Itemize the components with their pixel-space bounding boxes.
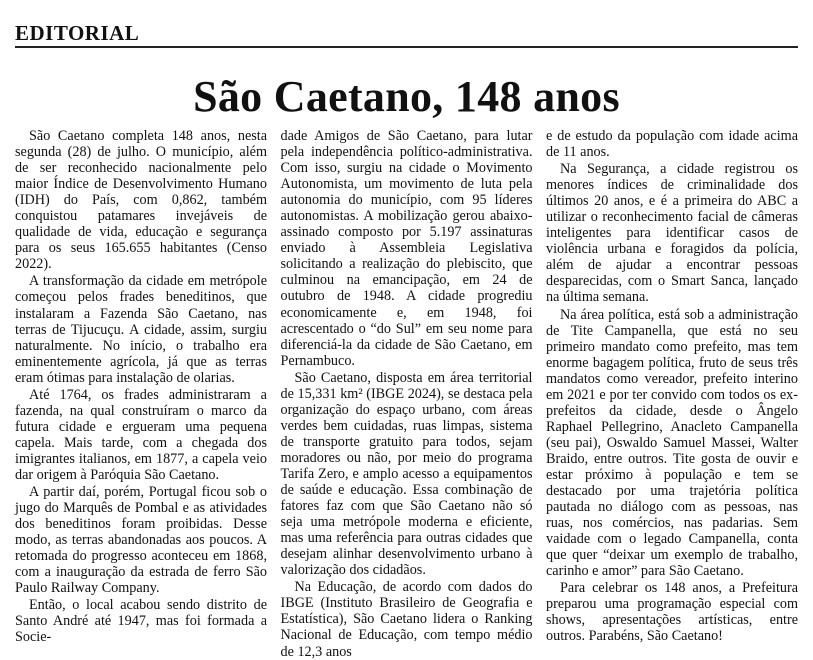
column-1: [15, 128, 267, 646]
paragraph: Na Segurança, a cidade registrou os menores índices de criminalidade dos últimos 20 anos, e é a primeira do ABC a utilizar o reconhecimento facial de câmeras inteligentes para identificar casos de violência urbana e foragidos da polícia, além de ajudar a encontrar pessoas desparecidas, com o Smart Sanca, lançado na última semana.: [546, 161, 798, 306]
column-3: [546, 128, 798, 645]
paragraph: São Caetano completa 148 anos, nesta segunda (28) de julho. O município, além de ser reconhecido nacionalmente pelo maior Índice de Desenvolvimento Humano (IDH) do País, com 0,862, também conquistou patamares invejáveis de qualidade de vida, educação e segurança para os seus 165.655 habitantes (Censo 2022).: [15, 128, 267, 273]
paragraph: Na área política, está sob a administração de Tite Campanella, que está no seu primeiro mandato como prefeito, mas tem enorme bagagem política, fruto de seus três mandatos como vereador, prefeito interino em 2021 e por ter convido com todos os ex-prefeitos da cidade, desde o Ângelo Raphael Pellegrino, Anacleto Campanella (seu pai), Oswaldo Samuel Massei, Walter Braido, entre outros. Tite gosta de ouvir e estar próximo à população e tem se destacado por uma trajetória política pautada no diálogo com as pessoas, nas ruas, nos comércios, nas padarias. Sem vaidade com o legado Campanella, conta que quer “deixar um exemplo de trabalho, carinho e amor” para São Caetano.: [546, 306, 798, 580]
section-divider: [15, 46, 798, 48]
paragraph: dade Amigos de São Caetano, para lutar pela independência político-administrativa. Com isso, surgiu na cidade o Movimento Autonomista, um movimento de luta pela autonomia do município, com 95 líderes autonomistas. A mobilização gerou abaixo-assinado composto por 5.197 assinaturas enviado à Assembleia Legislativa solicitando a realização do plebiscito, que culminou na emancipação, em 24 de outubro de 1948. A cidade progrediu economicamente e, em 1948, foi acrescentado o “do Sul” em seu nome para diferenciá-la da cidade de São Caetano, em Pernambuco.: [280, 128, 533, 369]
paragraph: Então, o local acabou sendo distrito de Santo André até 1947, mas foi formada a Socie-: [15, 597, 267, 646]
paragraph: Para celebrar os 148 anos, a Prefeitura preparou uma programação especial com shows, apresentações artísticas, entre outros. Parabéns, São Caetano!: [546, 580, 798, 645]
column-2: [280, 128, 533, 660]
paragraph: São Caetano, disposta em área territorial de 15,331 km² (IBGE 2024), se destaca pela organização do espaço urbano, com áreas verdes bem cuidadas, ruas limpas, sistema de transporte gratuito para todos, sejam moradores ou não, por meio do programa Tarifa Zero, e amplo acesso a equipamentos de saúde e educação. Essa combinação de fatores faz com que São Caetano não só seja uma metrópole moderna e eficiente, mas uma referência para outras cidades que desejam alinhar desenvolvimento urbano à valorização dos cidadãos.: [280, 369, 533, 579]
paragraph: e de estudo da população com idade acima de 11 anos.: [546, 128, 798, 161]
paragraph: Na Educação, de acordo com dados do IBGE (Instituto Brasileiro de Geografia e Estatística), São Caetano lidera o Ranking Nacional de Educação, com tempo médio de 12,3 anos: [280, 579, 533, 660]
article-body: [15, 128, 798, 660]
paragraph: A transformação da cidade em metrópole começou pelos frades beneditinos, que instalaram a Fazenda São Caetano, nas terras de Tijucuçu. A cidade, assim, surgiu naturalmente. No início, o trabalho era eminentemente agrícola, já que as terras eram ótimas para instalação de olarias.: [15, 273, 267, 386]
section-label: EDITORIAL: [15, 21, 140, 45]
paragraph: Até 1764, os frades administraram a fazenda, na qual construíram o marco da futura cidade e ergueram uma pequena capela. Mais tarde, com a chegada dos imigrantes italianos, em 1877, a capela veio dar origem à Paróquia São Caetano.: [15, 386, 267, 483]
headline: São Caetano, 148 anos: [193, 72, 620, 121]
paragraph: A partir daí, porém, Portugal ficou sob o jugo do Marquês de Pombal e as atividades dos beneditinos foram proibidas. Desse modo, as terras abandonadas aos poucos. A retomada do progresso aconteceu em 1868, com a inauguração da estrada de ferro São Paulo Railway Company.: [15, 484, 267, 597]
